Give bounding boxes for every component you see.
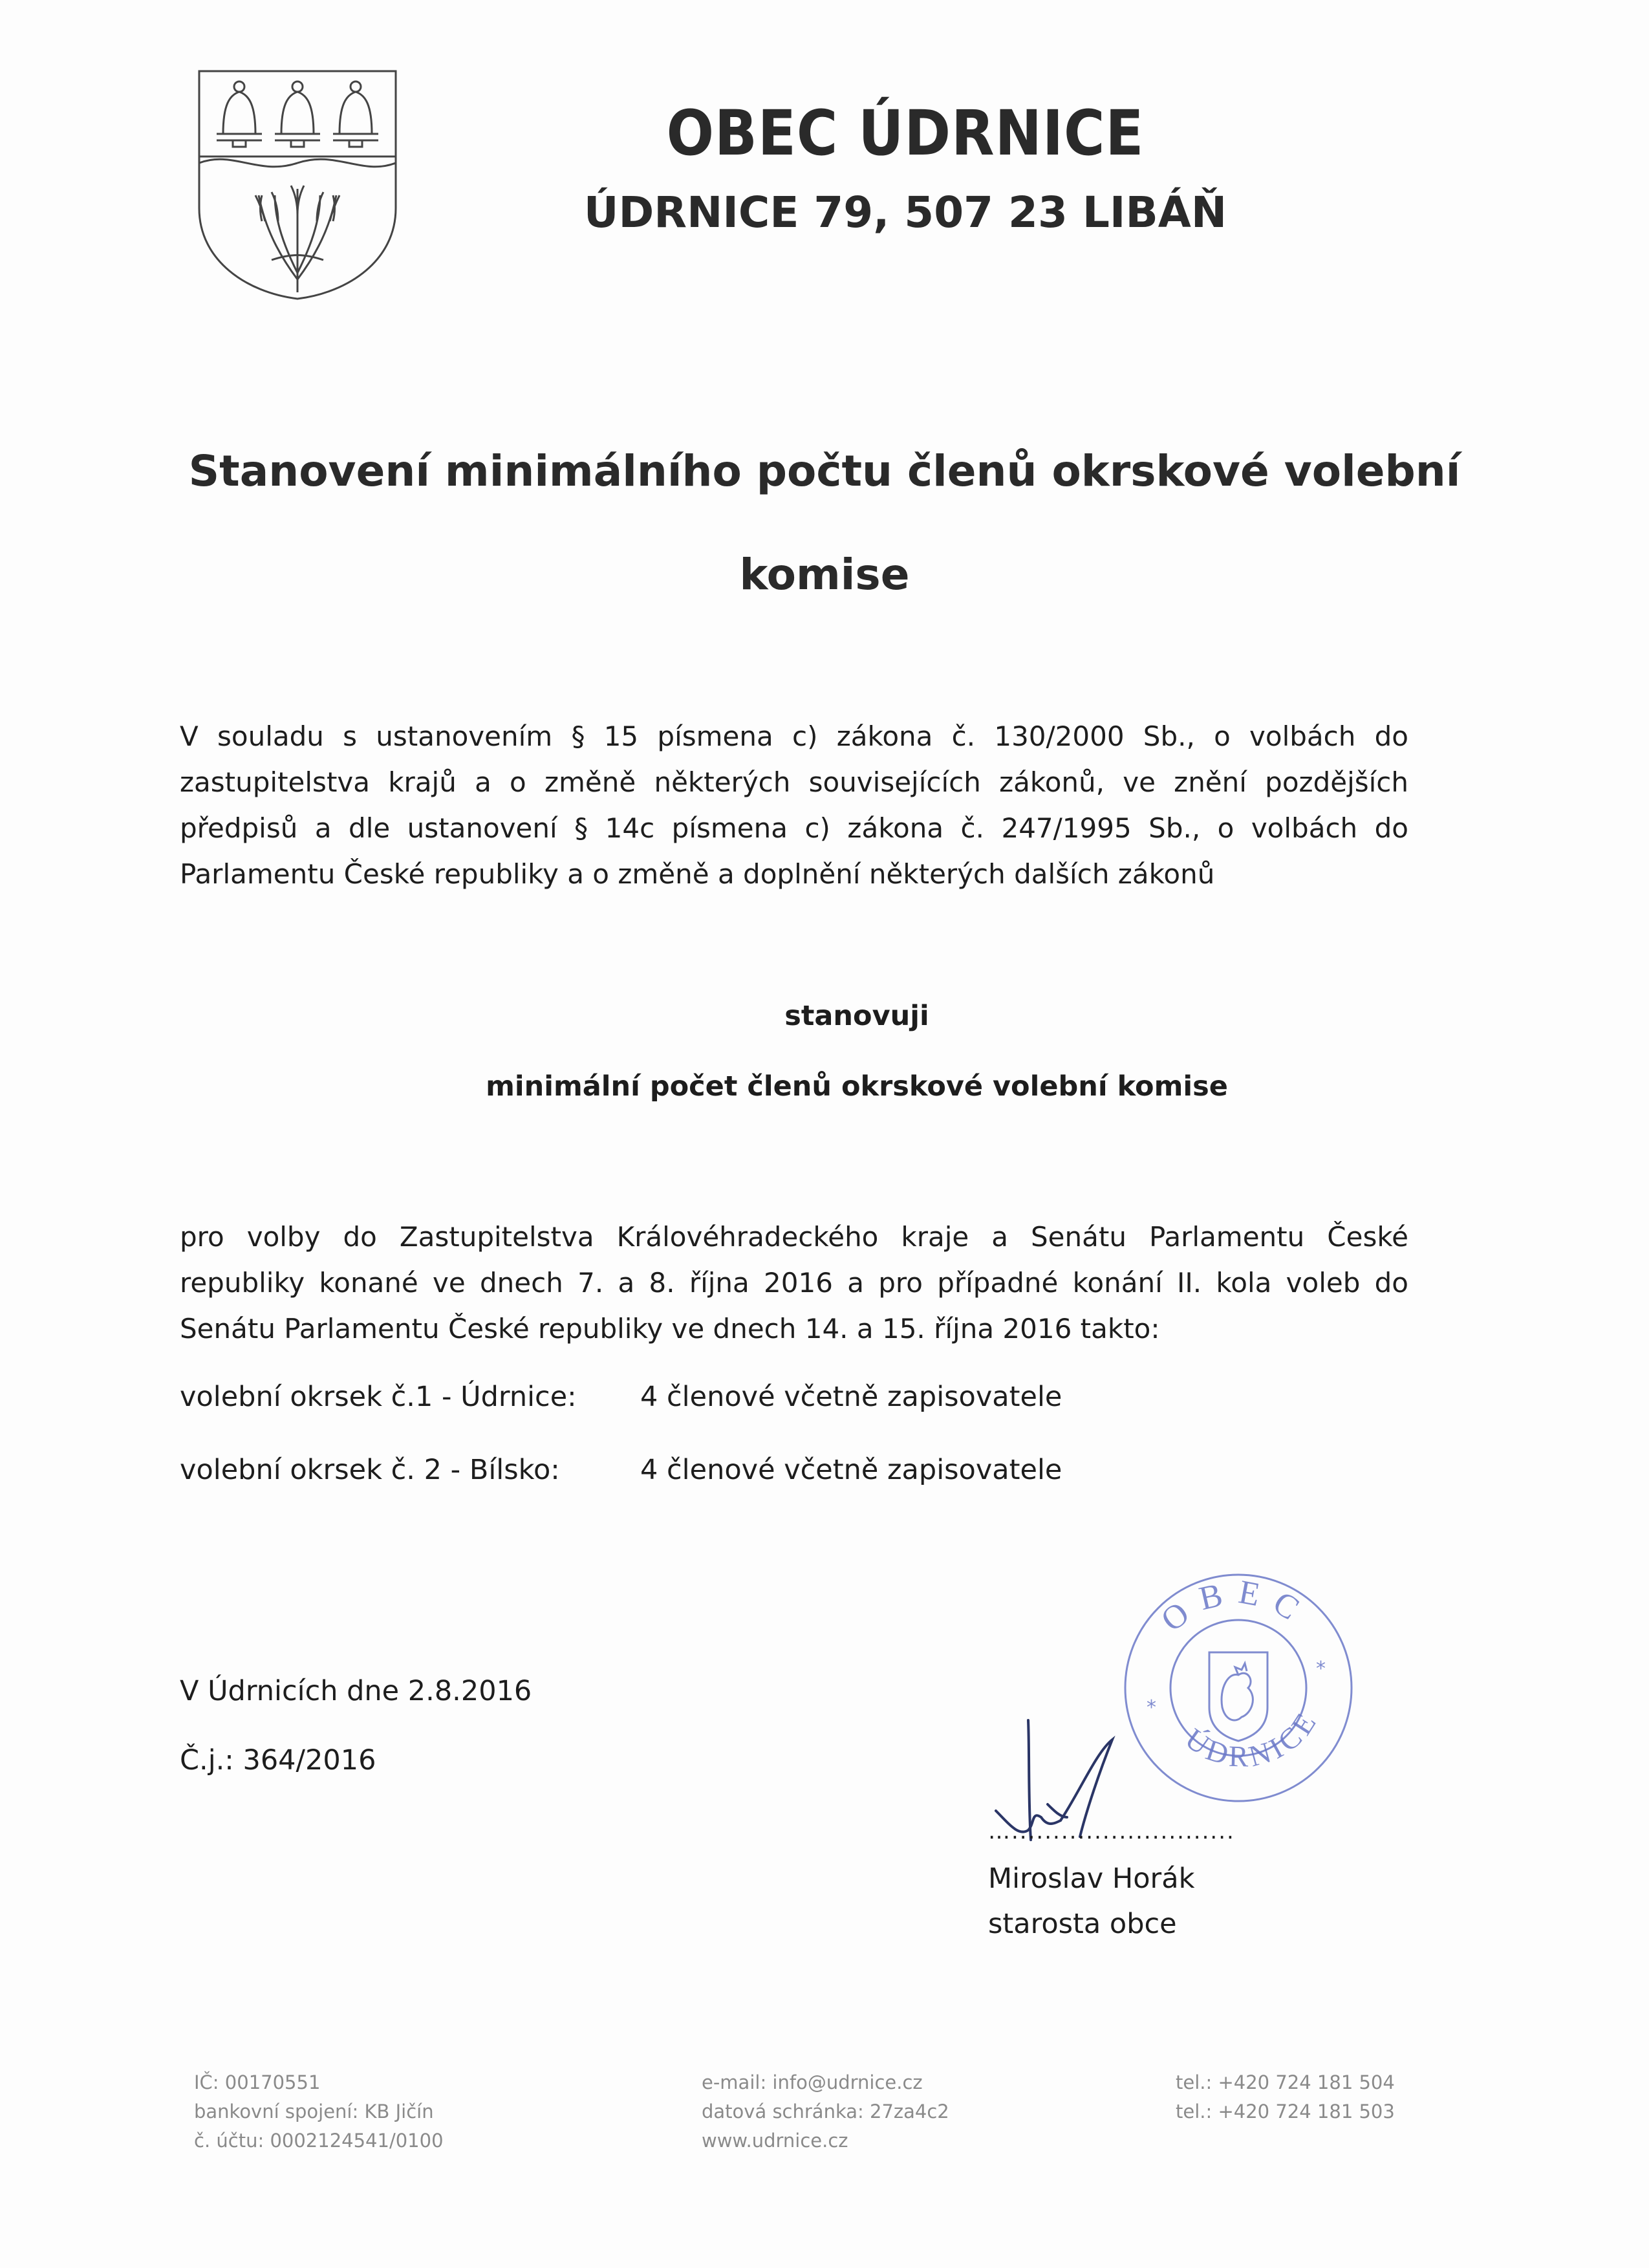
document-title-line-2: komise	[739, 550, 910, 599]
organization-name: OBEC ÚDRNICE	[666, 97, 1145, 169]
determination-heading: stanovuji	[784, 1000, 929, 1032]
signer-role: starosta obce	[988, 1908, 1177, 1940]
footer-company-id: IČ: 00170551	[194, 2071, 321, 2093]
district-1-members: 4 členové včetně zapisovatele	[640, 1381, 1062, 1413]
official-stamp-icon	[1109, 1559, 1368, 1817]
stamp-top-text: OBEC	[1154, 1573, 1317, 1639]
district-2-members: 4 členové včetně zapisovatele	[640, 1454, 1062, 1486]
footer-phone-2: tel.: +420 724 181 503	[1176, 2101, 1395, 2122]
footer-right	[1176, 2068, 1395, 2126]
footer-account: č. účtu: 0002124541/0100	[194, 2130, 444, 2152]
district-2-name: volební okrsek č. 2 - Bílsko:	[180, 1454, 560, 1486]
document-title-line-1: Stanovení minimálního počtu členů okrskové volební	[188, 446, 1461, 496]
stamp-bottom-text: ÚDRNICE	[1179, 1704, 1324, 1773]
footer-middle	[702, 2068, 949, 2155]
footer-bank: bankovní spojení: KB Jičín	[194, 2101, 434, 2122]
subject-heading: minimální počet členů okrskové volební komise	[486, 1070, 1228, 1103]
signer-name: Miroslav Horák	[988, 1863, 1195, 1895]
footer-left	[194, 2068, 444, 2155]
organization-address: ÚDRNICE 79, 507 23 LIBÁŇ	[583, 188, 1227, 237]
footer-website: www.udrnice.cz	[702, 2130, 848, 2152]
footer-phone-1: tel.: +420 724 181 504	[1176, 2071, 1395, 2093]
svg-text:*: *	[1316, 1658, 1326, 1680]
intro-paragraph: V souladu s ustanovením § 15 písmena c) zákona č. 130/2000 Sb., o volbách do zastupitelstva krajů a o změně některých souvisejících zákonů, ve znění pozdějších předpisů a dle ustanovení § 14c písmena c) zákona č. 247/1995 Sb., o volbách do Parlamentu České republiky a o změně a doplnění některých dalších zákonů	[180, 720, 1408, 890]
district-1-name: volební okrsek č.1 - Údrnice:	[180, 1381, 577, 1413]
svg-text:*: *	[1147, 1696, 1156, 1719]
footer-email: e-mail: info@udrnice.cz	[702, 2071, 923, 2093]
svg-text:ÚDRNICE	[1180, 1704, 1324, 1773]
svg-text:OBEC	[1154, 1573, 1316, 1639]
footer-data-box: datová schránka: 27za4c2	[702, 2101, 949, 2122]
reference-number: Č.j.: 364/2016	[180, 1744, 376, 1777]
signature-line: …...........................	[988, 1819, 1235, 1844]
elections-paragraph: pro volby do Zastupitelstva Královéhradeckého kraje a Senátu Parlamentu České republiky konané ve dnech 7. a 8. října 2016 a pro případné konání II. kola voleb do Senátu Parlamentu České republiky ve dnech 14. a 15. října 2016 takto:	[180, 1221, 1408, 1345]
place-and-date: V Údrnicích dne 2.8.2016	[180, 1675, 532, 1707]
